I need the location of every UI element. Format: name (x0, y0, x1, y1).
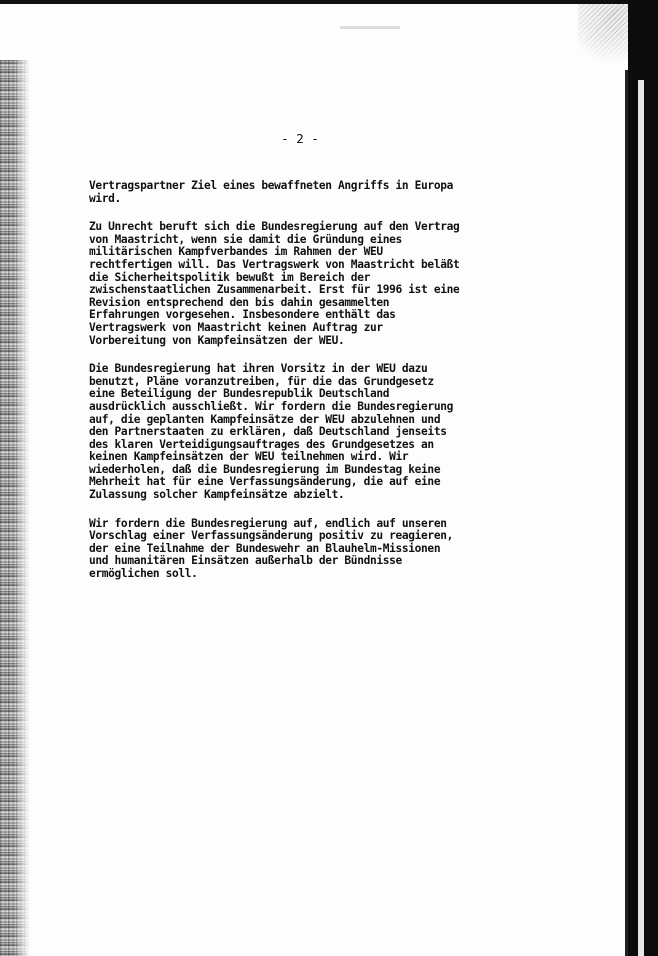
page-number: - 2 - (281, 131, 319, 146)
paragraph-4 (89, 518, 529, 581)
scan-right-edge-gap (638, 80, 644, 956)
text-line: Zu Unrecht beruft sich die Bundesregierung auf den Vertrag (89, 220, 460, 234)
text-line: ausdrücklich ausschließt. Wir fordern die Bundesregierung (89, 399, 453, 413)
scan-corner-speckle (578, 0, 628, 70)
text-line: eine Beteiligung der Bundesrepublik Deutschland (89, 387, 390, 401)
text-line: die Sicherheitspolitik bewußt im Bereich der (89, 270, 370, 284)
text-line: auf, die geplanten Kampfeinsätze der WEU abzulehnen und (89, 412, 441, 426)
text-line: Die Bundesregierung hat ihren Vorsitz in der WEU dazu (89, 362, 428, 376)
text-line: Mehrheit hat für eine Verfassungsänderung, die auf eine (89, 475, 441, 489)
text-line: zwischenstaatlichen Zusammenarbeit. Erst für 1996 ist eine (89, 283, 460, 297)
text-line: wiederholen, daß die Bundesregierung im Bundestag keine (89, 462, 441, 476)
text-line: Revision entsprechend den bis dahin gesammelten (89, 295, 390, 309)
text-line: wird. (89, 191, 121, 205)
text-line: keinen Kampfeinsätzen der WEU teilnehmen wird. Wir (89, 450, 409, 464)
text-line: des klaren Verteidigungsauftrages des Grundgesetzes an (89, 437, 434, 451)
text-line: Vorschlag einer Verfassungsänderung positiv zu reagieren, (89, 529, 453, 543)
text-line: der eine Teilnahme der Bundeswehr an Blauhelm-Missionen (89, 541, 441, 555)
text-line: Vertragswerk von Maastricht keinen Auftrag zur (89, 320, 383, 334)
text-line: Vertragspartner Ziel eines bewaffneten Angriffs in Europa (89, 179, 453, 192)
text-line: benutzt, Pläne voranzutreiben, für die das Grundgesetz (89, 374, 434, 388)
text-line: Erfahrungen vorgesehen. Insbesondere enthält das (89, 308, 396, 322)
text-line: und humanitären Einsätzen außerhalb der Bündnisse (89, 554, 402, 568)
text-line: den Partnerstaaten zu erklären, daß Deutschland jenseits (89, 425, 447, 439)
paragraph-1 (89, 180, 529, 205)
document-body (89, 180, 529, 597)
paragraph-3 (89, 363, 529, 502)
text-line: Zulassung solcher Kampfeinsätze abzielt. (89, 488, 345, 502)
text-line: Vorbereitung von Kampfeinsätzen der WEU. (89, 333, 345, 347)
scan-smudge (340, 26, 400, 29)
scan-top-edge (0, 0, 658, 4)
scan-left-edge-noise (0, 60, 30, 956)
text-line: militärischen Kampfverbandes im Rahmen der WEU (89, 245, 383, 259)
text-line: von Maastricht, wenn sie damit die Gründung eines (89, 232, 402, 246)
text-line: Wir fordern die Bundesregierung auf, endlich auf unseren (89, 516, 447, 530)
text-line: ermöglichen soll. (89, 567, 198, 581)
paragraph-2 (89, 221, 529, 347)
text-line: rechtfertigen will. Das Vertragswerk von Maastricht beläßt (89, 257, 460, 271)
